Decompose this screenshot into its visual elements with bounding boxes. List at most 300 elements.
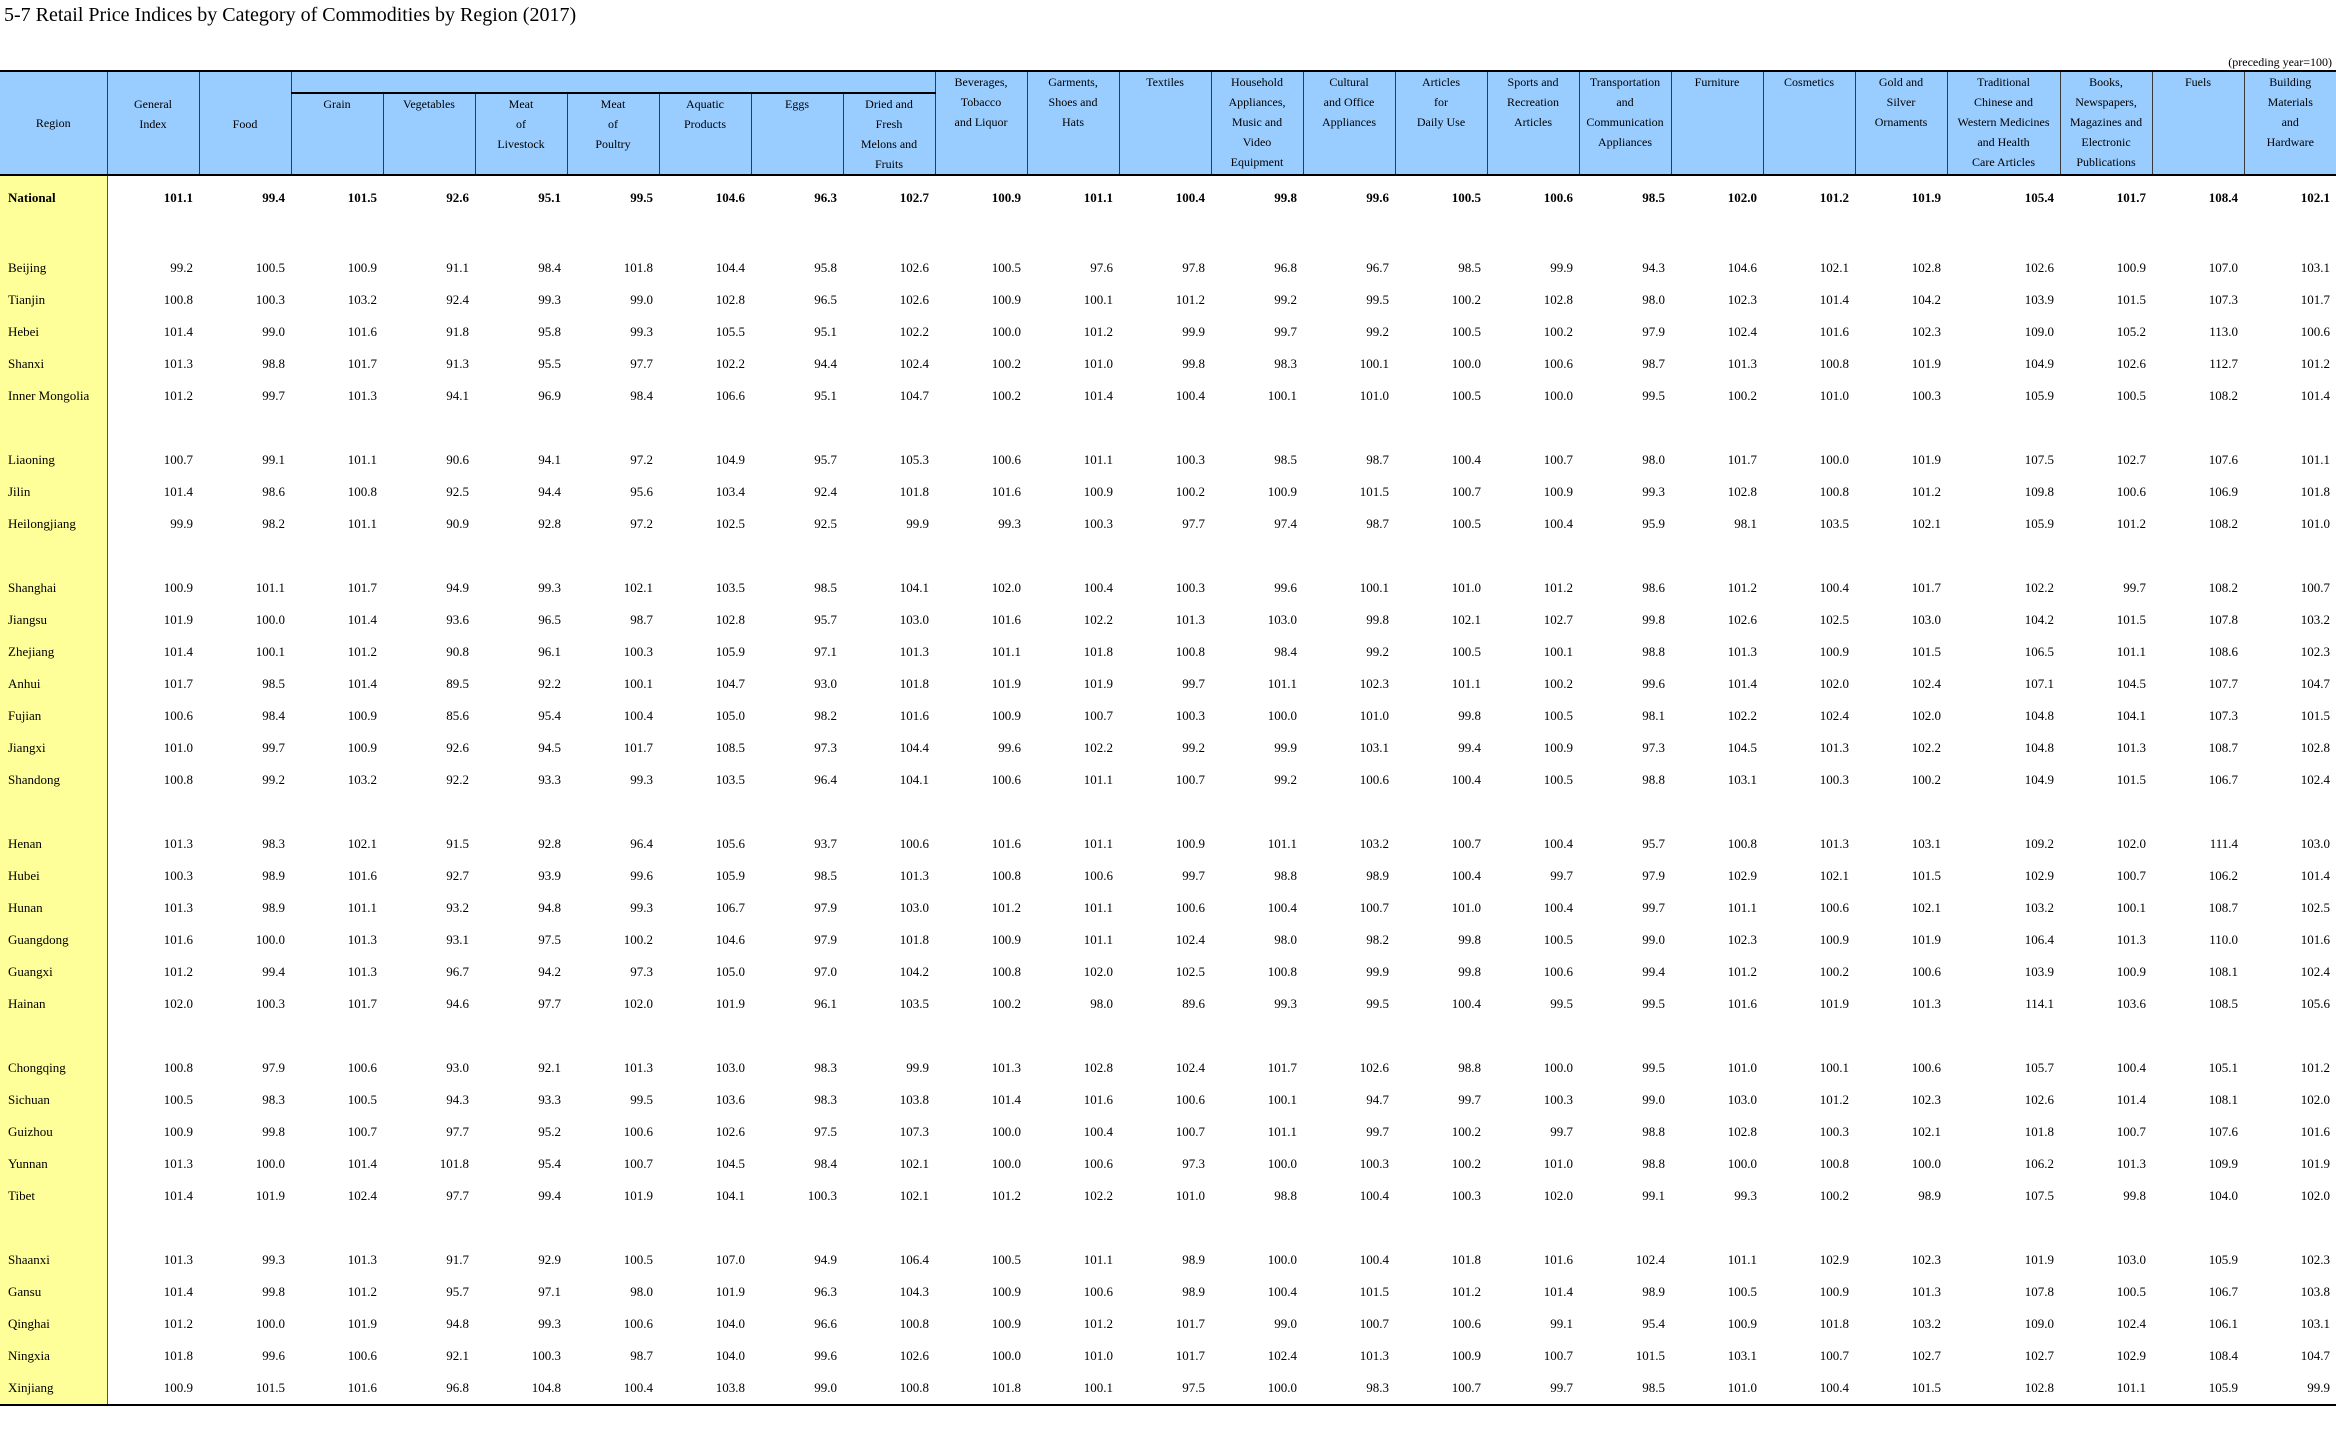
index-value: 96.4 xyxy=(814,772,837,787)
index-value: 102.0 xyxy=(1083,964,1114,979)
header-meat-poultry: Meat of Poultry xyxy=(567,93,659,175)
index-value: 100.9 xyxy=(1819,644,1850,659)
index-value: 97.7 xyxy=(1182,516,1206,531)
index-value: 101.7 xyxy=(2116,190,2147,205)
index-value: 100.6 xyxy=(163,708,193,723)
index-value: 101.7 xyxy=(347,996,377,1011)
index-value: 100.6 xyxy=(2300,324,2331,339)
index-value: 102.2 xyxy=(715,356,745,371)
index-value: 101.9 xyxy=(715,1284,745,1299)
index-value: 102.3 xyxy=(2300,644,2331,659)
index-value: 101.1 xyxy=(1083,190,1114,205)
index-value: 99.7 xyxy=(1182,868,1206,883)
index-value: 98.9 xyxy=(1182,1284,1206,1299)
index-value: 101.0 xyxy=(1359,708,1390,723)
index-value: 101.4 xyxy=(347,1156,377,1171)
index-value: 94.3 xyxy=(446,1092,469,1107)
index-value: 100.6 xyxy=(1819,900,1850,915)
index-value: 102.7 xyxy=(899,190,930,205)
index-value: 100.2 xyxy=(991,996,1022,1011)
index-value: 95.9 xyxy=(1642,516,1666,531)
index-value: 99.1 xyxy=(1642,1188,1666,1203)
index-value: 102.3 xyxy=(1727,292,1758,307)
index-value: 101.4 xyxy=(1727,676,1758,691)
index-value: 101.1 xyxy=(1083,836,1114,851)
index-value: 101.2 xyxy=(163,1316,193,1331)
spacer-cell xyxy=(107,1212,2336,1244)
index-value: 106.4 xyxy=(899,1252,930,1267)
region-name: Shaanxi xyxy=(0,1244,107,1276)
index-value: 98.3 xyxy=(814,1092,837,1107)
index-value: 101.3 xyxy=(1911,996,1942,1011)
index-value: 100.2 xyxy=(1451,1156,1482,1171)
index-value: 94.1 xyxy=(538,452,561,467)
index-value: 102.7 xyxy=(2116,452,2147,467)
index-value: 100.0 xyxy=(1267,1156,1298,1171)
index-value: 102.2 xyxy=(899,324,930,339)
index-value: 105.9 xyxy=(715,868,745,883)
index-value: 98.3 xyxy=(814,1060,837,1075)
index-value: 101.7 xyxy=(347,580,377,595)
index-value: 100.8 xyxy=(899,1316,930,1331)
index-value: 99.3 xyxy=(630,900,653,915)
index-value: 100.2 xyxy=(1819,964,1850,979)
index-value: 100.8 xyxy=(163,772,193,787)
index-value: 101.3 xyxy=(1819,740,1850,755)
index-value: 98.8 xyxy=(1642,772,1666,787)
index-value: 100.6 xyxy=(1083,1284,1114,1299)
index-value: 101.7 xyxy=(623,740,653,755)
index-value: 100.9 xyxy=(1727,1316,1758,1331)
index-value: 100.0 xyxy=(255,612,285,627)
index-value: 104.5 xyxy=(1727,740,1758,755)
index-value: 100.4 xyxy=(567,1372,659,1405)
index-value: 100.9 xyxy=(347,708,377,723)
index-value: 100.9 xyxy=(991,1284,1022,1299)
spacer-cell xyxy=(107,540,2336,572)
index-value: 98.9 xyxy=(1918,1188,1942,1203)
header-garments: Garments, Shoes and Hats xyxy=(1027,71,1119,175)
index-value: 100.6 xyxy=(1451,1316,1482,1331)
index-value: 100.3 xyxy=(623,644,653,659)
index-value: 102.6 xyxy=(899,292,930,307)
index-value: 102.9 xyxy=(1819,1252,1850,1267)
index-value: 101.9 xyxy=(255,1188,285,1203)
index-value: 98.2 xyxy=(814,708,837,723)
index-value: 100.4 xyxy=(1451,772,1482,787)
region-name: Jilin xyxy=(0,476,107,508)
index-value: 99.2 xyxy=(262,772,285,787)
index-value: 104.0 xyxy=(715,1316,745,1331)
index-value: 100.4 xyxy=(1083,580,1114,595)
index-value: 101.6 xyxy=(991,836,1022,851)
index-value: 107.5 xyxy=(2024,1188,2055,1203)
index-value: 95.4 xyxy=(538,1156,561,1171)
index-value: 100.6 xyxy=(1083,868,1114,883)
index-value: 100.1 xyxy=(623,676,653,691)
index-value: 100.3 xyxy=(1175,452,1206,467)
index-value: 102.6 xyxy=(2116,356,2147,371)
index-value: 99.4 xyxy=(262,964,285,979)
index-value: 101.9 xyxy=(1911,356,1942,371)
index-value: 99.7 xyxy=(1182,676,1206,691)
index-value: 100.6 xyxy=(623,1316,653,1331)
index-value: 101.5 xyxy=(1855,1372,1947,1405)
index-value: 102.5 xyxy=(1819,612,1850,627)
index-value: 104.5 xyxy=(2116,676,2147,691)
index-value: 104.1 xyxy=(899,580,930,595)
index-value: 97.3 xyxy=(1182,1156,1206,1171)
index-value: 101.7 xyxy=(1175,1348,1206,1363)
index-value: 100.8 xyxy=(991,964,1022,979)
index-value: 99.0 xyxy=(1642,932,1666,947)
index-value: 102.8 xyxy=(1083,1060,1114,1075)
index-value: 102.0 xyxy=(2300,1092,2331,1107)
index-value: 99.3 xyxy=(1642,484,1666,499)
region-name: Zhejiang xyxy=(0,636,107,668)
index-value: 101.1 xyxy=(1451,676,1482,691)
index-value: 95.4 xyxy=(1642,1316,1666,1331)
index-value: 99.6 xyxy=(998,740,1022,755)
header-region: Region xyxy=(0,71,107,175)
index-value: 95.7 xyxy=(814,612,837,627)
index-value: 101.3 xyxy=(347,932,377,947)
header-general-index: General Index xyxy=(107,71,199,175)
index-value: 99.8 xyxy=(1642,612,1666,627)
index-value: 95.1 xyxy=(814,324,837,339)
header-dried-fresh-fruits: Dried and Fresh Melons and Fruits xyxy=(843,93,935,175)
index-value: 96.6 xyxy=(814,1316,837,1331)
index-value: 99.8 xyxy=(1366,612,1390,627)
index-value: 108.7 xyxy=(2208,900,2239,915)
header-cosmetics: Cosmetics xyxy=(1763,71,1855,175)
header-books: Books, Newspapers, Magazines and Electronic Publications xyxy=(2060,71,2152,175)
index-value: 100.0 xyxy=(1451,356,1482,371)
index-value: 101.6 xyxy=(1083,1092,1114,1107)
index-value: 100.1 xyxy=(1543,644,1574,659)
index-value: 105.1 xyxy=(2208,1060,2239,1075)
region-name: Hubei xyxy=(0,860,107,892)
index-value: 100.0 xyxy=(1211,1372,1303,1405)
index-value: 100.1 xyxy=(1359,580,1390,595)
index-value: 100.2 xyxy=(1175,484,1206,499)
index-value: 104.6 xyxy=(715,190,745,205)
index-value: 103.0 xyxy=(1727,1092,1758,1107)
index-value: 102.9 xyxy=(1727,868,1758,883)
index-value: 103.8 xyxy=(659,1372,751,1405)
index-value: 100.5 xyxy=(347,1092,377,1107)
index-value: 100.4 xyxy=(1819,580,1850,595)
table-row xyxy=(0,732,2336,764)
index-value: 100.9 xyxy=(1175,836,1206,851)
index-value: 100.3 xyxy=(163,868,193,883)
index-value: 99.2 xyxy=(1274,292,1298,307)
index-value: 107.3 xyxy=(899,1124,930,1139)
index-value: 99.7 xyxy=(2123,580,2147,595)
index-value: 97.9 xyxy=(262,1060,285,1075)
index-value: 107.6 xyxy=(2208,452,2239,467)
index-value: 103.6 xyxy=(715,1092,745,1107)
index-value: 101.1 xyxy=(1267,676,1298,691)
index-value: 104.2 xyxy=(2024,612,2055,627)
index-value: 100.7 xyxy=(1395,1372,1487,1405)
index-value: 105.6 xyxy=(2300,996,2331,1011)
index-value: 102.2 xyxy=(2024,580,2055,595)
index-value: 101.3 xyxy=(347,964,377,979)
index-value: 100.0 xyxy=(991,1124,1022,1139)
index-value: 107.0 xyxy=(2208,260,2239,275)
index-value: 104.9 xyxy=(715,452,745,467)
index-value: 102.1 xyxy=(1819,868,1850,883)
index-value: 101.8 xyxy=(899,676,930,691)
index-value: 101.6 xyxy=(2300,932,2331,947)
table-row xyxy=(0,924,2336,956)
table-row xyxy=(0,572,2336,604)
region-spacer xyxy=(0,220,107,252)
index-value: 94.2 xyxy=(538,964,561,979)
index-value: 99.8 xyxy=(262,1284,285,1299)
table-row xyxy=(0,604,2336,636)
index-value: 94.8 xyxy=(538,900,561,915)
index-value: 97.9 xyxy=(814,932,837,947)
region-name: Shanxi xyxy=(0,348,107,380)
table-row xyxy=(0,1308,2336,1340)
index-value: 101.2 xyxy=(1727,964,1758,979)
index-value: 95.8 xyxy=(814,260,837,275)
index-value: 102.6 xyxy=(2024,260,2055,275)
index-value: 100.5 xyxy=(1451,324,1482,339)
index-value: 100.0 xyxy=(1727,1156,1758,1171)
index-value: 100.6 xyxy=(623,1124,653,1139)
index-value: 91.3 xyxy=(446,356,469,371)
index-value: 99.9 xyxy=(170,516,193,531)
index-value: 95.8 xyxy=(538,324,561,339)
index-value: 101.8 xyxy=(623,260,653,275)
index-value: 101.6 xyxy=(163,932,193,947)
index-value: 98.7 xyxy=(1366,452,1390,467)
index-value: 99.4 xyxy=(262,190,285,205)
index-value: 103.2 xyxy=(347,292,377,307)
table-body xyxy=(0,175,2336,1405)
region-name: Tianjin xyxy=(0,284,107,316)
index-value: 99.5 xyxy=(630,1092,653,1107)
index-value: 100.8 xyxy=(1819,1156,1850,1171)
index-value: 101.3 xyxy=(1819,836,1850,851)
index-value: 101.8 xyxy=(2024,1124,2055,1139)
index-value: 104.0 xyxy=(715,1348,745,1363)
index-value: 101.3 xyxy=(1727,644,1758,659)
index-value: 101.4 xyxy=(2300,868,2331,883)
index-value: 99.4 xyxy=(1642,964,1666,979)
group-spacer-row xyxy=(0,220,2336,252)
page-title: 5-7 Retail Price Indices by Category of Commodities by Region (2017) xyxy=(4,4,577,26)
index-value: 106.9 xyxy=(2208,484,2239,499)
index-value: 101.1 xyxy=(1267,1124,1298,1139)
index-value: 100.3 xyxy=(1543,1092,1574,1107)
index-value: 100.8 xyxy=(1819,484,1850,499)
header-gold-silver: Gold and Silver Ornaments xyxy=(1855,71,1947,175)
index-value: 101.9 xyxy=(163,612,193,627)
index-value: 101.3 xyxy=(991,1060,1022,1075)
index-value: 94.7 xyxy=(1366,1092,1390,1107)
index-value: 101.8 xyxy=(1451,1252,1482,1267)
index-value: 100.9 xyxy=(1451,1348,1482,1363)
index-value: 99.6 xyxy=(630,868,653,883)
index-value: 95.1 xyxy=(538,190,561,205)
index-value: 102.9 xyxy=(2116,1348,2147,1363)
index-value: 100.3 xyxy=(1175,580,1206,595)
index-value: 91.8 xyxy=(446,324,469,339)
index-value: 100.5 xyxy=(991,1252,1022,1267)
index-value: 100.2 xyxy=(1727,388,1758,403)
index-value: 101.6 xyxy=(899,708,930,723)
index-value: 98.6 xyxy=(262,484,285,499)
index-value: 102.3 xyxy=(1359,676,1390,691)
index-value: 105.4 xyxy=(2024,190,2055,205)
index-value: 103.1 xyxy=(2300,260,2331,275)
index-value: 101.7 xyxy=(163,676,193,691)
index-value: 99.0 xyxy=(630,292,653,307)
region-name: Guangdong xyxy=(0,924,107,956)
index-value: 101.8 xyxy=(899,932,930,947)
index-value: 107.7 xyxy=(2208,676,2239,691)
index-value: 98.3 xyxy=(262,1092,285,1107)
index-value: 97.0 xyxy=(814,964,837,979)
index-value: 100.7 xyxy=(163,452,193,467)
index-value: 101.6 xyxy=(2300,1124,2331,1139)
index-value: 100.2 xyxy=(1543,324,1574,339)
index-value: 99.8 xyxy=(2123,1188,2147,1203)
table-row xyxy=(0,828,2336,860)
index-value: 100.4 xyxy=(1267,900,1298,915)
index-value: 102.7 xyxy=(1543,612,1574,627)
index-value: 101.6 xyxy=(1543,1252,1574,1267)
index-value: 104.3 xyxy=(899,1284,930,1299)
index-value: 98.4 xyxy=(630,388,653,403)
index-value: 101.9 xyxy=(2024,1252,2055,1267)
index-value: 108.5 xyxy=(2208,996,2239,1011)
index-value: 100.0 xyxy=(991,1348,1022,1363)
index-value: 102.1 xyxy=(899,1188,930,1203)
index-value: 107.3 xyxy=(2208,292,2239,307)
index-value: 101.4 xyxy=(2300,388,2331,403)
index-value: 108.1 xyxy=(2208,1092,2239,1107)
index-value: 101.6 xyxy=(991,612,1022,627)
index-value: 101.3 xyxy=(163,1156,193,1171)
index-value: 101.4 xyxy=(991,1092,1022,1107)
price-index-table xyxy=(0,70,2336,1406)
index-value: 100.9 xyxy=(163,580,193,595)
index-value: 103.6 xyxy=(2116,996,2147,1011)
index-value: 101.0 xyxy=(1083,1348,1114,1363)
index-value: 108.4 xyxy=(2208,190,2239,205)
index-value: 108.2 xyxy=(2208,516,2239,531)
index-value: 100.3 xyxy=(1175,708,1206,723)
index-value: 109.8 xyxy=(2024,484,2055,499)
index-value: 102.6 xyxy=(715,1124,745,1139)
header-building-materials: Building Materials and Hardware xyxy=(2244,71,2336,175)
index-value: 99.9 xyxy=(2244,1372,2336,1405)
table-row xyxy=(0,988,2336,1020)
index-value: 102.0 xyxy=(1543,1188,1574,1203)
region-name: Beijing xyxy=(0,252,107,284)
index-value: 98.2 xyxy=(262,516,285,531)
index-value: 100.9 xyxy=(2116,964,2147,979)
index-value: 94.1 xyxy=(446,388,469,403)
index-value: 100.9 xyxy=(1819,932,1850,947)
index-value: 99.8 xyxy=(262,1124,285,1139)
index-value: 101.0 xyxy=(163,740,193,755)
index-value: 98.9 xyxy=(1182,1252,1206,1267)
index-value: 113.0 xyxy=(2209,324,2239,339)
index-value: 101.0 xyxy=(2300,516,2331,531)
index-value: 101.2 xyxy=(2300,1060,2331,1075)
index-value: 102.3 xyxy=(1911,1092,1942,1107)
group-spacer-row xyxy=(0,796,2336,828)
index-value: 102.2 xyxy=(1083,1188,1114,1203)
index-value: 104.9 xyxy=(2024,772,2055,787)
index-value: 100.2 xyxy=(991,356,1022,371)
index-value: 92.2 xyxy=(446,772,469,787)
index-value: 100.0 xyxy=(1267,708,1298,723)
header-fuels: Fuels xyxy=(2152,71,2244,175)
index-value: 92.1 xyxy=(446,1348,469,1363)
index-value: 100.5 xyxy=(1727,1284,1758,1299)
index-value: 107.8 xyxy=(2208,612,2239,627)
spacer-cell xyxy=(107,412,2336,444)
index-value: 102.7 xyxy=(2024,1348,2055,1363)
index-value: 100.6 xyxy=(1911,964,1942,979)
index-value: 101.2 xyxy=(163,964,193,979)
index-value: 102.0 xyxy=(1911,708,1942,723)
index-value: 104.9 xyxy=(2024,356,2055,371)
index-value: 100.3 xyxy=(1083,516,1114,531)
index-value: 101.4 xyxy=(347,676,377,691)
index-value: 101.3 xyxy=(163,836,193,851)
index-value: 101.5 xyxy=(1635,1348,1666,1363)
region-name: Qinghai xyxy=(0,1308,107,1340)
index-value: 99.9 xyxy=(906,1060,930,1075)
index-value: 99.1 xyxy=(262,452,285,467)
index-value: 101.2 xyxy=(991,1188,1022,1203)
index-value: 107.8 xyxy=(2024,1284,2055,1299)
index-value: 105.9 xyxy=(2208,1252,2239,1267)
index-value: 89.5 xyxy=(446,676,469,691)
index-value: 90.6 xyxy=(446,452,469,467)
index-value: 105.9 xyxy=(2152,1372,2244,1405)
table-row xyxy=(0,380,2336,412)
index-value: 100.3 xyxy=(1911,388,1942,403)
index-value: 99.3 xyxy=(538,580,561,595)
header-food-group-spacer xyxy=(291,71,935,93)
index-value: 100.7 xyxy=(2116,1124,2147,1139)
index-value: 101.8 xyxy=(163,1348,193,1363)
index-value: 103.1 xyxy=(1359,740,1390,755)
index-value: 99.0 xyxy=(1274,1316,1298,1331)
region-name: Hebei xyxy=(0,316,107,348)
index-value: 106.7 xyxy=(715,900,745,915)
index-value: 103.2 xyxy=(2300,612,2331,627)
index-value: 102.0 xyxy=(1819,676,1850,691)
index-value: 100.9 xyxy=(163,1124,193,1139)
index-value: 94.8 xyxy=(446,1316,469,1331)
index-value: 100.9 xyxy=(107,1372,199,1405)
index-value: 103.0 xyxy=(2300,836,2331,851)
index-value: 96.7 xyxy=(1366,260,1390,275)
index-value: 97.5 xyxy=(1119,1372,1211,1405)
index-value: 102.4 xyxy=(1175,1060,1206,1075)
index-value: 95.2 xyxy=(538,1124,561,1139)
